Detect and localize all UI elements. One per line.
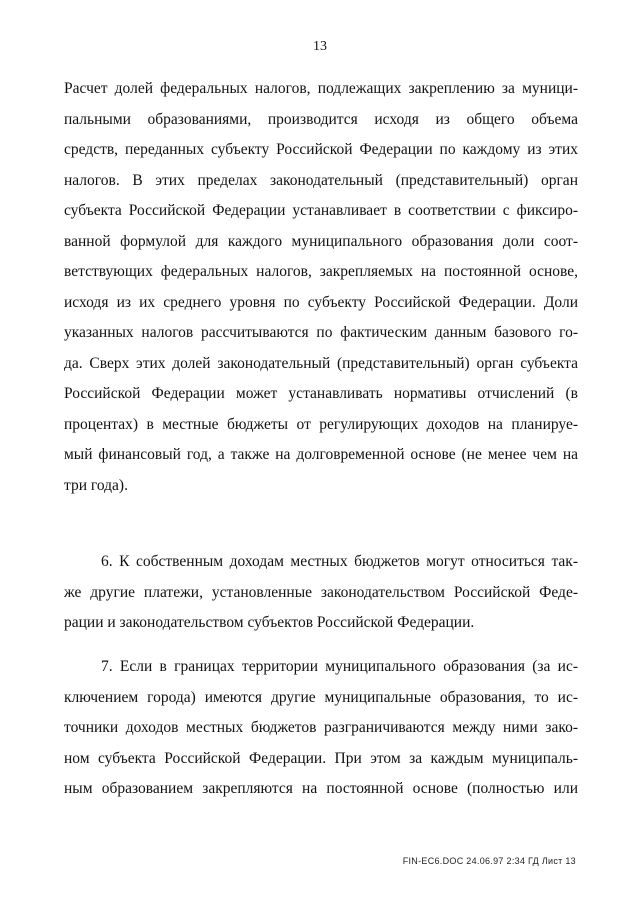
text-line: 6. К собственным доходам местных бюджетов могут относиться так- <box>101 553 578 570</box>
text-line: средств, переданных субъекту Российской Федерации по каждому из этих <box>64 141 578 158</box>
text-line: указанных налогов рассчитываются по фактическим данным базового го- <box>64 324 578 341</box>
document-footer: FIN-EC6.DOC 24.06.97 2:34 ГД Лист 13 <box>402 856 576 866</box>
text-line: ном субъекта Российской Федерации. При этом за каждым муниципаль- <box>64 749 578 767</box>
text-line: три года). <box>64 476 128 494</box>
text-line: рации и законодательством субъектов Российской Федерации. <box>64 614 475 631</box>
text-line: да. Сверх этих долей законодательный (представительный) орган субъекта <box>64 354 578 372</box>
paragraph-item-7 <box>64 652 578 805</box>
text-line: мый финансовый год, а также на долговременной основе (не менее чем на <box>64 446 578 463</box>
text-line: субъекта Российской Федерации устанавливает в соответствии с фиксиро- <box>64 202 578 219</box>
text-line: исходя из их среднего уровня по субъекту Российской Федерации. Доли <box>64 293 578 311</box>
text-line: Расчет долей федеральных налогов, подлежащих закреплению за муници- <box>64 80 578 97</box>
text-line: процентах) в местные бюджеты от регулирующих доходов на планируе- <box>64 415 578 433</box>
text-line: ным образованием закрепляются на постоянной основе (полностью или <box>64 780 578 797</box>
text-line: Российской Федерации может устанавливать нормативы отчислений (в <box>64 385 578 402</box>
text-line: пальными образованиями, производится исходя из общего объема <box>64 110 578 128</box>
paragraph-item-6 <box>64 547 578 639</box>
text-line: налогов. В этих пределах законодательный (представительный) орган <box>64 171 578 189</box>
text-line: ванной формулой для каждого муниципального образования доли соот- <box>64 232 578 250</box>
text-line: ветствующих федеральных налогов, закрепляемых на постоянной основе, <box>64 263 578 280</box>
text-line: же другие платежи, установленные законодательством Российской Феде- <box>64 583 578 601</box>
text-line: 7. Если в границах территории муниципального образования (за ис- <box>101 658 578 675</box>
text-line: ключением города) имеются другие муниципальные образования, то ис- <box>64 688 578 706</box>
page-number: 13 <box>313 39 327 54</box>
text-line: точники доходов местных бюджетов разграничиваются между ними зако- <box>64 719 578 736</box>
paragraph-shares-calculation <box>64 74 578 501</box>
